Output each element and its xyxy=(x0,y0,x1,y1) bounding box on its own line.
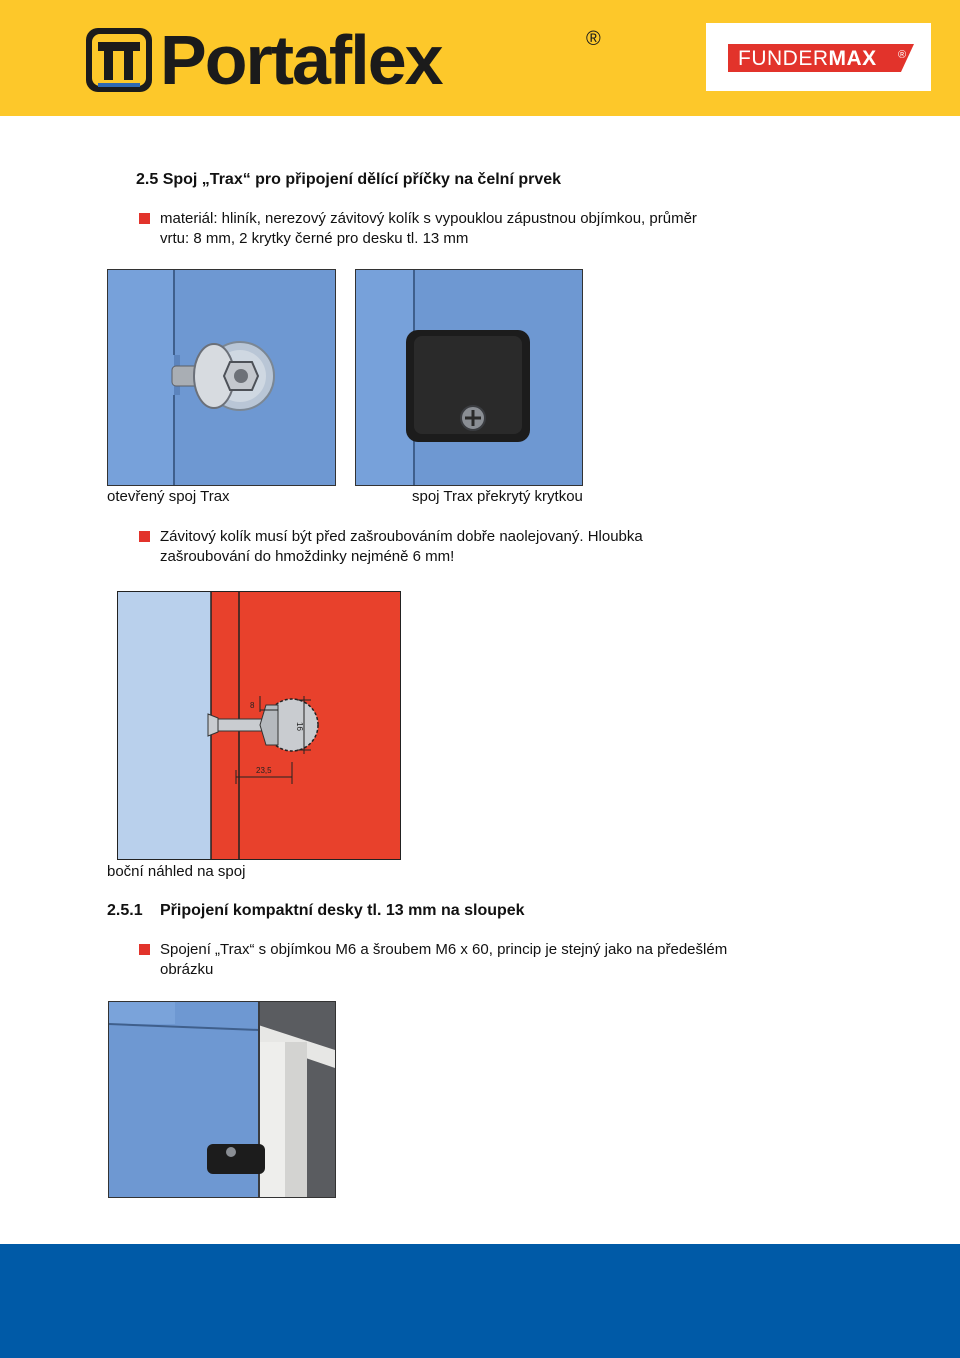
bullet-text-line: zašroubování do hmoždinky nejméně 6 mm! xyxy=(160,548,455,565)
subsection-title: Připojení kompaktní desky tl. 13 mm na sloupek xyxy=(160,902,525,919)
bullet-text-line: obrázku xyxy=(160,961,214,978)
dimension-23-5: 23,5 xyxy=(256,766,272,775)
compact-board-illustration xyxy=(109,1002,335,1197)
bullet-marker xyxy=(139,213,150,224)
header-band xyxy=(0,0,960,116)
bullet-text-line: vrtu: 8 mm, 2 krytky černé pro desku tl. 13 mm xyxy=(160,230,469,247)
bullet-text-line: Závitový kolík musí být před zašroubováním dobře naolejovaný. Hloubka xyxy=(160,528,643,545)
footer-band xyxy=(0,1244,960,1358)
fundermax-registered: ® xyxy=(898,49,907,61)
caption-covered-joint: spoj Trax překrytý krytkou xyxy=(412,488,583,505)
fundermax-logo xyxy=(706,23,931,91)
portaflex-logo xyxy=(86,21,606,99)
fundermax-name: FUNDERMAX xyxy=(738,47,877,70)
photo-compact-board-post xyxy=(108,1001,336,1198)
bullet-marker xyxy=(139,944,150,955)
covered-joint-illustration xyxy=(356,270,582,485)
subsection-number: 2.5.1 xyxy=(107,902,143,919)
photo-covered-trax-joint xyxy=(355,269,583,486)
side-view-drawing xyxy=(117,591,401,860)
bullet-marker xyxy=(139,531,150,542)
dimension-8: 8 xyxy=(250,701,255,710)
open-joint-illustration xyxy=(108,270,335,485)
caption-open-joint: otevřený spoj Trax xyxy=(107,488,230,505)
bullet-text-line: Spojení „Trax“ s objímkou M6 a šroubem M6 x 60, princip je stejný jako na předešlém xyxy=(160,941,728,958)
portaflex-logo-mark xyxy=(86,28,152,92)
side-view-svg xyxy=(118,592,400,859)
dimension-16: 16 xyxy=(295,722,304,731)
bullet-text-line: materiál: hliník, nerezový závitový kolík s vypouklou zápustnou objímkou, průměr xyxy=(160,210,697,227)
brand-registered: ® xyxy=(586,28,601,50)
photo-open-trax-joint xyxy=(107,269,336,486)
section-title: 2.5 Spoj „Trax“ pro připojení dělící příčky na čelní prvek xyxy=(136,171,562,188)
brand-name: Portaflex xyxy=(160,21,442,99)
caption-side-view: boční náhled na spoj xyxy=(107,863,246,880)
